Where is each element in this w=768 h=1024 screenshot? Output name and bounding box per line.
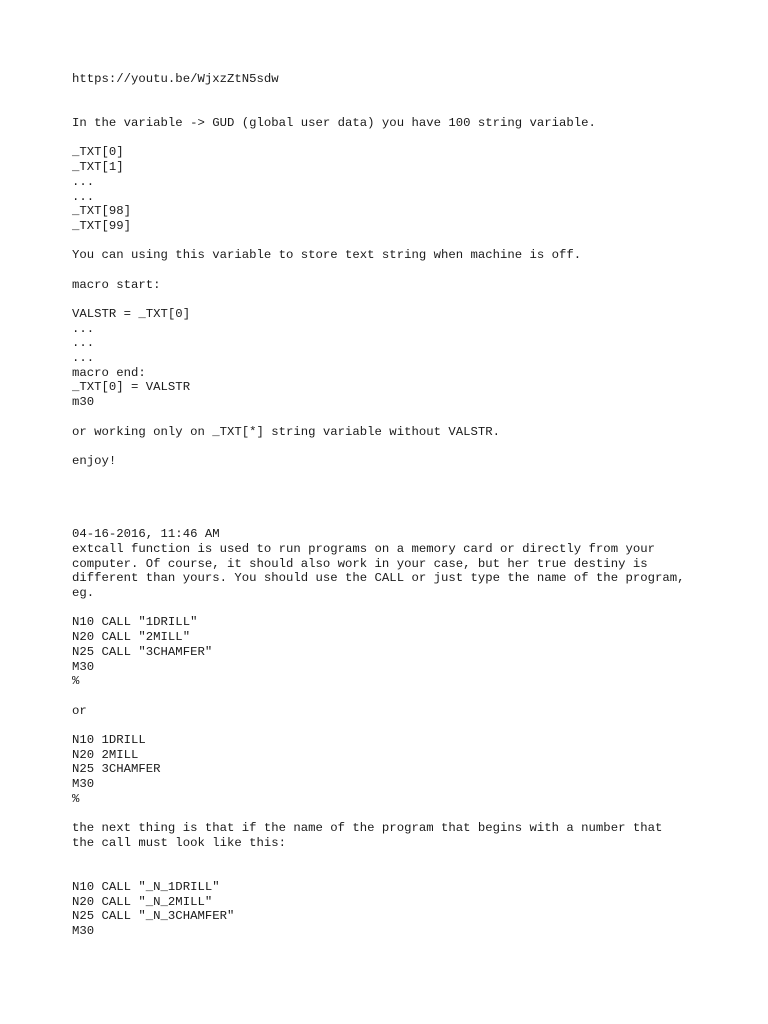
document-page: [72, 72, 712, 939]
text-line: macro start:: [72, 277, 161, 292]
text-line: https://youtu.be/WjxzZtN5sdw: [72, 72, 279, 86]
text-line: N25 CALL "3CHAMFER": [72, 644, 213, 659]
text-line: computer. Of course, it should also work in your case, but her true destiny is: [72, 556, 648, 571]
text-line: %: [72, 791, 80, 806]
text-line: the call must look like this:: [72, 835, 287, 850]
text-line: _TXT[1]: [72, 160, 124, 175]
text-line: [72, 263, 712, 278]
text-line: [72, 718, 712, 733]
text-line: N10 CALL "1DRILL": [72, 615, 198, 630]
text-line: _TXT[98]: [72, 204, 132, 219]
text-line: [72, 865, 712, 880]
text-line: N20 2MILL: [72, 747, 139, 762]
text-line: ...: [72, 336, 95, 351]
text-line: N20 CALL "2MILL": [72, 630, 191, 645]
text-line: [72, 513, 712, 528]
text-line: [72, 469, 712, 484]
text-line: ...: [72, 189, 95, 204]
text-line: N25 CALL "_N_3CHAMFER": [72, 909, 235, 924]
text-line: ...: [72, 321, 95, 336]
text-line: You can using this variable to store text string when machine is off.: [72, 248, 582, 263]
text-line: ...: [72, 351, 95, 366]
text-line: [72, 131, 712, 146]
text-line: [72, 483, 712, 498]
text-line: %: [72, 674, 80, 689]
text-line: enjoy!: [72, 453, 117, 468]
text-line: eg.: [72, 586, 95, 601]
text-line: [72, 234, 712, 249]
text-line: [72, 410, 712, 425]
text-line: [72, 806, 712, 821]
text-line: [72, 292, 712, 307]
text-line: [72, 689, 712, 704]
text-line: N10 1DRILL: [72, 732, 146, 747]
text-line: different than yours. You should use the CALL or just type the name of the program,: [72, 571, 685, 586]
text-line: [72, 498, 712, 513]
text-line: _TXT[99]: [72, 218, 132, 233]
text-line: [72, 850, 712, 865]
text-line: [72, 439, 712, 454]
text-line: [72, 601, 712, 616]
text-line: M30: [72, 777, 95, 791]
text-line: In the variable -> GUD (global user data) you have 100 string variable.: [72, 116, 596, 131]
text-line: _TXT[0] = VALSTR: [72, 380, 191, 395]
text-line: N20 CALL "_N_2MILL": [72, 894, 213, 909]
text-line: M30: [72, 659, 95, 674]
text-line: VALSTR = _TXT[0]: [72, 307, 191, 321]
text-line: ...: [72, 174, 95, 189]
text-line: N25 3CHAMFER: [72, 762, 161, 777]
text-line: [72, 87, 712, 102]
text-line: 04-16-2016, 11:46 AM: [72, 527, 220, 542]
text-line: extcall function is used to run programs on a memory card or directly from your: [72, 542, 655, 556]
text-line: the next thing is that if the name of the program that begins with a number that: [72, 821, 663, 836]
text-line: N10 CALL "_N_1DRILL": [72, 879, 220, 894]
text-line: or working only on _TXT[*] string variable without VALSTR.: [72, 424, 501, 439]
text-line: m30: [72, 395, 95, 410]
text-line: M30: [72, 923, 95, 938]
text-line: _TXT[0]: [72, 145, 124, 160]
text-line: or: [72, 703, 87, 718]
text-line: [72, 101, 712, 116]
text-line: macro end:: [72, 365, 146, 380]
